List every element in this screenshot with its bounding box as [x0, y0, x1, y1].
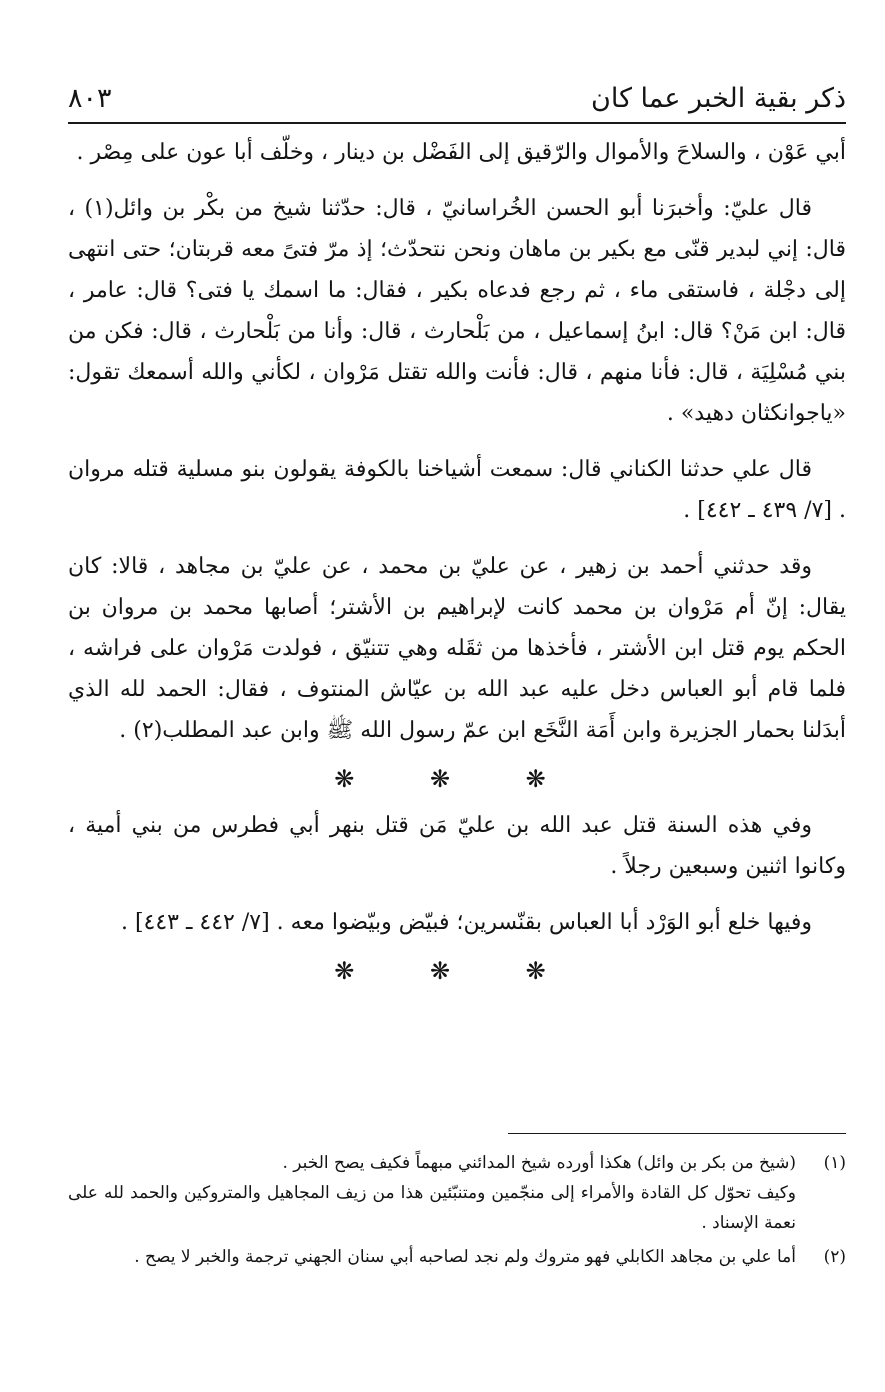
paragraph-2: قال عليّ: وأخبرَنا أبو الحسن الخُراسانيّ ، قال: حدّثنا شيخ من بكْر بن وائل(١) ، قال: إني لبدير قنّى مع بكير بن ماهان ونحن نتحدّث؛ إذ مرّ فتىً معه قربتان؛ حتى انتهى إلى دجْلة ، فاستقى ماء ، ثم رجع فدعاه بكير ، فقال: ما اسمك يا فتى؟ قال: عامر ، قال: ابن مَنْ؟ قال: ابنُ إسماعيل ، من بَلْحارث ، قال: وأنا من بَلْحارث ، قال: فكن من بني مُسْلِيَة ، قال: فأنا منهم ، قال: فأنت والله تقتل مَرْوان ، لكأني والله أسمعك تقول: «ياجوانكثان دهيد» . [68, 196, 846, 426]
main-text [68, 132, 846, 997]
footnote-1 [68, 1148, 846, 1238]
footnote-number: (١) [823, 1153, 846, 1173]
footnote-number: (٢) [823, 1247, 846, 1267]
page-number: ٨٠٣ [68, 83, 112, 114]
paragraph-4: وقد حدثني أحمد بن زهير ، عن عليّ بن محمد ، عن عليّ بن مجاهد ، قالا: كان يقال: إنّ أم مَرْوان بن محمد كانت لإبراهيم بن الأشتر؛ أصابها محمد بن مروان بن الحكم يوم قتل ابن الأشتر ، فأخذها من ثقَله وهي تتنيّق ، فولدت مَرْوان على فراشه ، فلما قام أبو العباس دخل عليه عبد الله بن عيّاش المنتوف ، فقال: الحمد لله الذي أبدَلنا بحمار الجزيرة وابن أَمَة النَّخَع ابن عمّ رسول الله ﷺ وابن عبد المطلب(٢) . [68, 554, 846, 743]
paragraph-1: أبي عَوْن ، والسلاحَ والأموال والرّقيق إلى الفَضْل بن دينار ، وخلّف أبا عون على مِصْر . [76, 140, 846, 165]
footnote-divider [508, 1133, 846, 1134]
paragraph-5: وفي هذه السنة قتل عبد الله بن عليّ مَن قتل بنهر أبي فطرس من بني أمية ، وكانوا اثنين وسبعين رجلاً . [68, 813, 846, 879]
footnote-line: أما علي بن مجاهد الكابلي فهو متروك ولم نجد لصاحبه أبي سنان الجهني ترجمة والخبر لا يصح . [134, 1247, 796, 1267]
book-page [68, 58, 846, 1358]
section-separator-2: ❋ ❋ ❋ [334, 957, 580, 985]
running-header [68, 70, 846, 114]
section-separator: ❋ ❋ ❋ [334, 765, 580, 793]
paragraph-3: قال علي حدثنا الكناني قال: سمعت أشياخنا بالكوفة يقولون بنو مسلية قتله مروان . [٧/ ٤٣٩ ـ ٤٤٢] . [68, 457, 846, 523]
footnote-2 [68, 1242, 846, 1272]
footnote-line: وكيف تحوّل كل القادة والأمراء إلى منجّمين ومتنبّئين هذا من زيف المجاهيل والمتروكين والحمد لله على نعمة الإسناد . [68, 1183, 796, 1233]
footnotes [68, 1148, 846, 1276]
header-title: ذكر بقية الخبر عما كان [591, 83, 846, 114]
footnote-line: (شيخ من بكر بن وائل) هكذا أورده شيخ المدائني مبهماً فكيف يصح الخبر . [282, 1153, 796, 1173]
paragraph-6: وفيها خلع أبو الوَرْد أبا العباس بقنّسرين؛ فبيّض وبيّضوا معه . [٧/ ٤٤٢ ـ ٤٤٣] . [120, 910, 812, 935]
header-divider [68, 122, 846, 124]
